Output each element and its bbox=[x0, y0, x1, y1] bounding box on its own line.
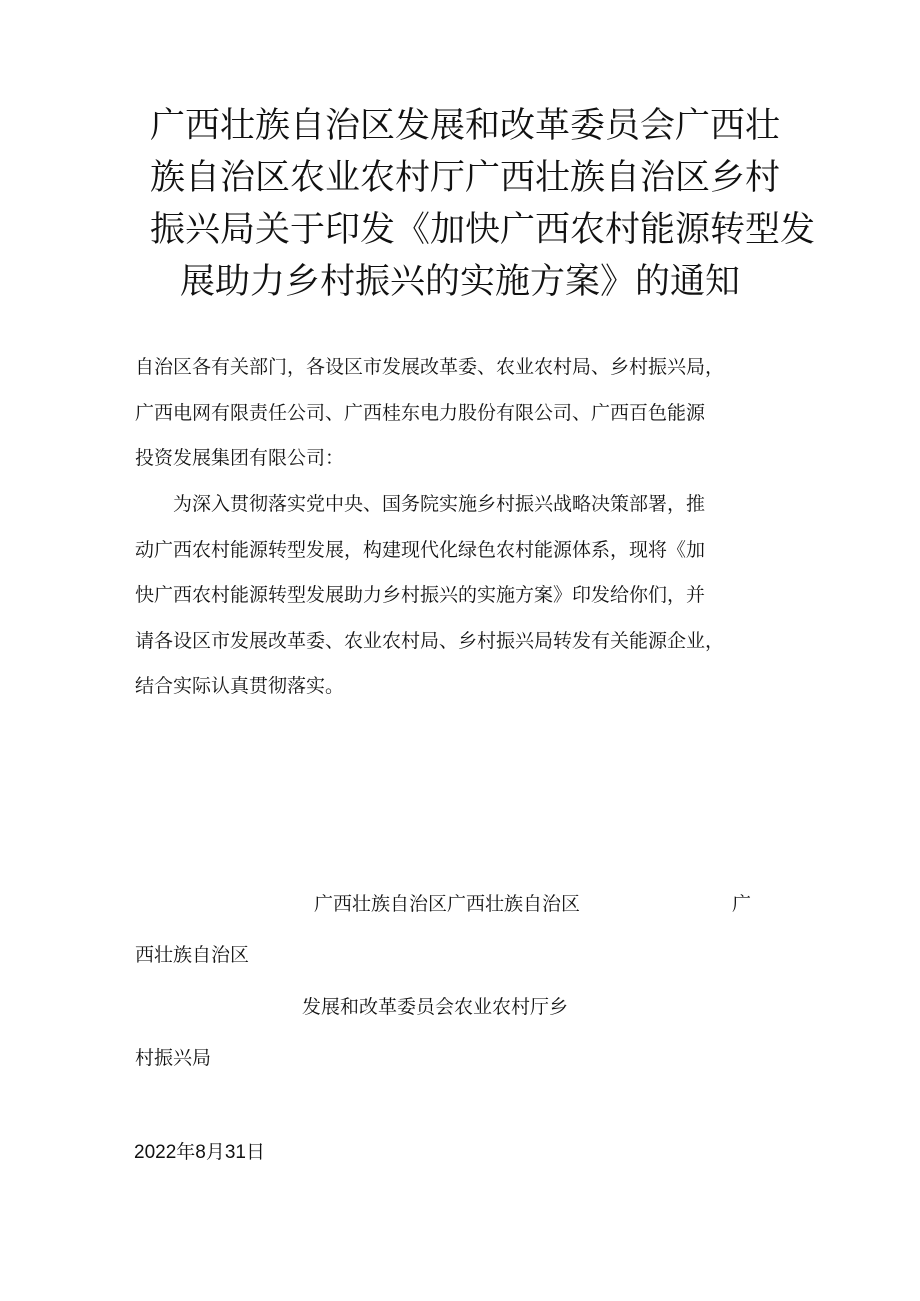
title-line-2: 族自治区农业农村厅广西壮族自治区乡村 bbox=[150, 158, 781, 198]
body-line-2: 动广西农村能源转型发展，构建现代化绿色农村能源体系，现将《加 bbox=[135, 538, 706, 561]
signature-line-2: 西壮族自治区 bbox=[135, 944, 250, 966]
addressee-line-3: 投资发展集团有限公司： bbox=[135, 447, 345, 470]
document-title bbox=[150, 100, 816, 308]
signature-line-4: 村振兴局 bbox=[135, 1047, 212, 1069]
body-paragraph bbox=[135, 482, 795, 710]
document-date: 2022年8月31日 bbox=[134, 1142, 265, 1163]
body-line-4: 请各设区市发展改革委、农业农村局、乡村振兴局转发有关能源企业， bbox=[135, 629, 725, 652]
title-line-1: 广西壮族自治区发展和改革委员会广西壮 bbox=[150, 106, 781, 146]
body-line-5: 结合实际认真贯彻落实。 bbox=[135, 675, 345, 698]
addressee-paragraph bbox=[135, 345, 795, 482]
body-line-1: 为深入贯彻落实党中央、国务院实施乡村振兴战略决策部署，推 bbox=[135, 493, 706, 515]
body-line-3: 快广西农村能源转型发展助力乡村振兴的实施方案》印发给你们，并 bbox=[135, 584, 706, 607]
title-line-3: 振兴局关于印发《加快广西农村能源转型发 bbox=[150, 210, 816, 250]
signature-line-1a: 广西壮族自治区广西壮族自治区 bbox=[314, 893, 581, 915]
title-line-4: 展助力乡村振兴的实施方案》的通知 bbox=[179, 262, 740, 302]
signature-line-1b: 广 bbox=[732, 893, 752, 915]
addressee-line-2: 广西电网有限责任公司、广西桂东电力股份有限公司、广西百色能源 bbox=[135, 401, 706, 424]
addressee-line-1: 自治区各有关部门，各设区市发展改革委、农业农村局、乡村振兴局， bbox=[135, 356, 725, 378]
signature-line-3: 发展和改革委员会农业农村厅乡 bbox=[302, 996, 569, 1018]
